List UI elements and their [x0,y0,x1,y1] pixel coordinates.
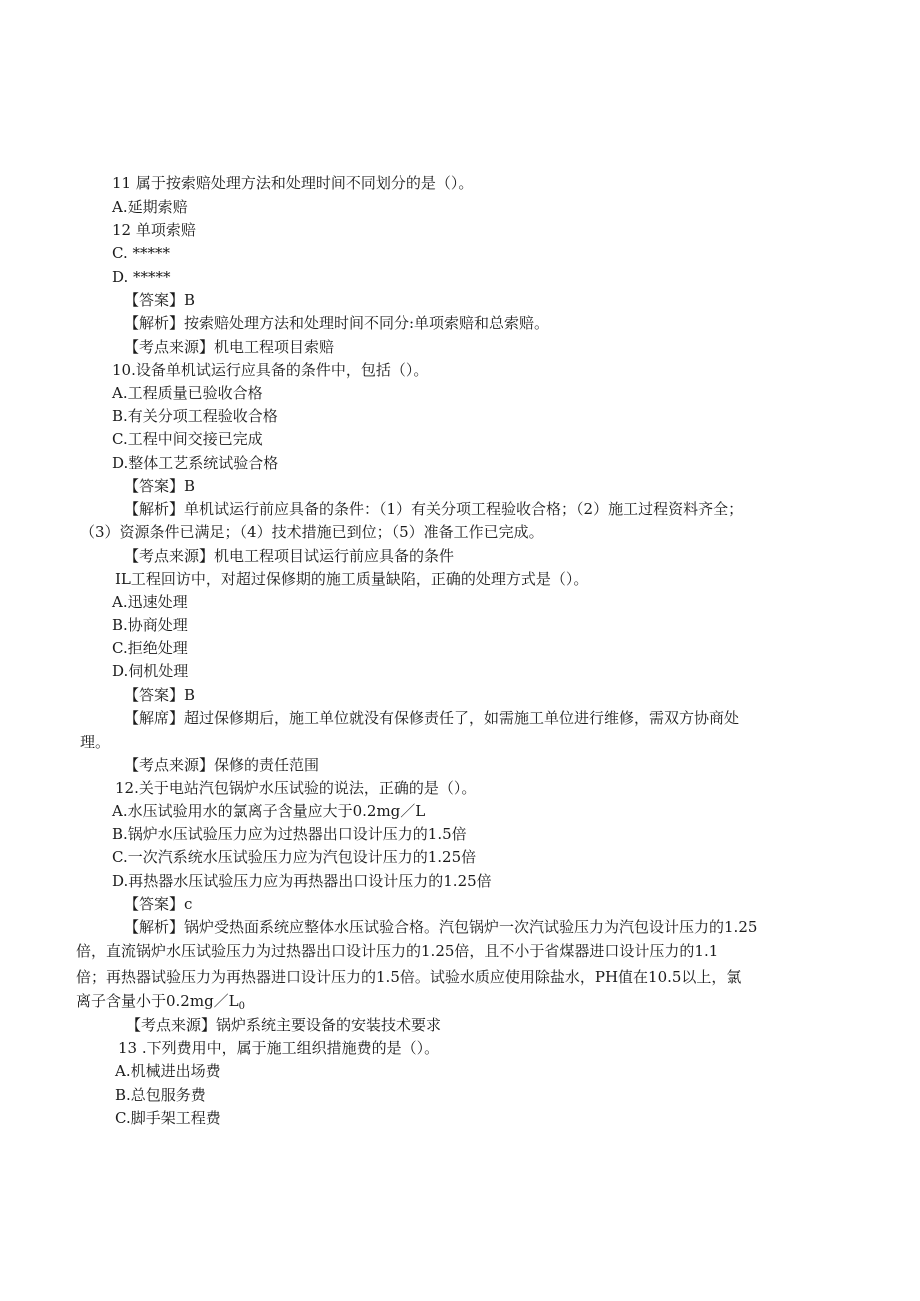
question-10-analysis-line-1: 【解析】单机试运行前应具备的条件：（1）有关分项工程验收合格；（2）施工过程资料齐全； [124,500,744,518]
question-11b-analysis-line-1: 【解席】超过保修期后，施工单位就没有保修责任了，如需施工单位进行维修，需双方协商处 [124,709,740,727]
question-12-option-d: D.再热器水压试验压力应为再热器出口设计压力的1.25倍 [112,872,492,890]
question-11-source: 【考点来源】机电工程项目索赔 [124,338,335,356]
question-12-analysis-line-2: 倍，直流锅炉水压试验压力为过热器出口设计压力的1.25倍，且不小于省煤器进口设计压力的1.1 [76,942,719,960]
question-12-option-b: B.锅炉水压试验压力应为过热器出口设计压力的1.5倍 [112,825,467,843]
question-11-option-b: 12 单项索赔 [112,221,196,239]
question-13-option-c: C.脚手架工程费 [115,1109,221,1127]
question-11b-option-a: A.迅速处理 [112,593,188,611]
question-11b-analysis-line-2: 理。 [80,733,111,751]
question-11b-option-c: C.拒绝处理 [112,639,188,657]
question-11b-source: 【考点来源】保修的责任范围 [124,756,320,774]
question-10-option-a: A.工程质量已验收合格 [112,384,263,402]
question-11-answer: 【答案】B [124,291,196,309]
question-13-option-a: A.机械进出场费 [115,1062,221,1080]
question-12-analysis-subscript: 0 [238,1001,246,1012]
question-10-option-c: C.工程中间交接已完成 [112,430,263,448]
question-11-option-c: C. ***** [112,244,170,262]
question-11-option-d: D. ***** [112,268,171,286]
question-12-analysis-line-3: 倍；再热器试验压力为再热器进口设计压力的1.5倍。试验水质应使用除盐水，PH值在10.5以上，氯 [76,968,742,986]
question-10-option-d: D.整体工艺系统试验合格 [112,454,279,472]
question-12-option-c: C.一次汽系统水压试验压力应为汽包设计压力的1.25倍 [112,848,477,866]
question-10-option-b: B.有关分项工程验收合格 [112,407,278,425]
question-10-analysis-line-2: （3）资源条件已满足；（4）技术措施已到位；（5）准备工作已完成。 [80,523,544,541]
question-10-source: 【考点来源】机电工程项目试运行前应具备的条件 [124,547,455,565]
question-11-analysis: 【解析】按索赔处理方法和处理时间不同分:单项索赔和总索赔。 [124,314,550,332]
question-11b-stem: IL工程回访中，对超过保修期的施工质量缺陷，正确的处理方式是（）。 [115,570,589,588]
question-11-option-a: A.延期索赔 [112,198,188,216]
question-13-stem: 13 .下列费用中，属于施工组织措施费的是（）。 [118,1039,440,1057]
question-10-answer: 【答案】B [124,477,196,495]
question-11-stem: 11 属于按索赔处理方法和处理时间不同划分的是（）。 [112,174,474,192]
question-11b-option-d: D.伺机处理 [112,662,189,680]
question-12-analysis-line-1: 【解析】锅炉受热面系统应整体水压试验合格。汽包锅炉一次汽试验压力为汽包设计压力的1.25 [124,918,758,936]
question-12-option-a: A.水压试验用水的氯离子含量应大于0.2mg／L [112,802,426,820]
question-11b-answer: 【答案】B [124,686,196,704]
question-12-analysis-line-4-text: 离子含量小于0.2mg／L [76,992,239,1010]
question-12-analysis-line-4 [76,991,245,1017]
question-12-answer: 【答案】c [124,895,193,913]
question-10-stem: 10.设备单机试运行应具备的条件中，包括（）。 [112,361,429,379]
question-12-source: 【考点来源】锅炉系统主要设备的安装技术要求 [126,1016,442,1034]
question-13-option-b: B.总包服务费 [115,1086,206,1104]
question-12-stem: 12.关于电站汽包锅炉水压试验的说法，正确的是（）。 [115,779,477,797]
question-11b-option-b: B.协商处理 [112,616,188,634]
